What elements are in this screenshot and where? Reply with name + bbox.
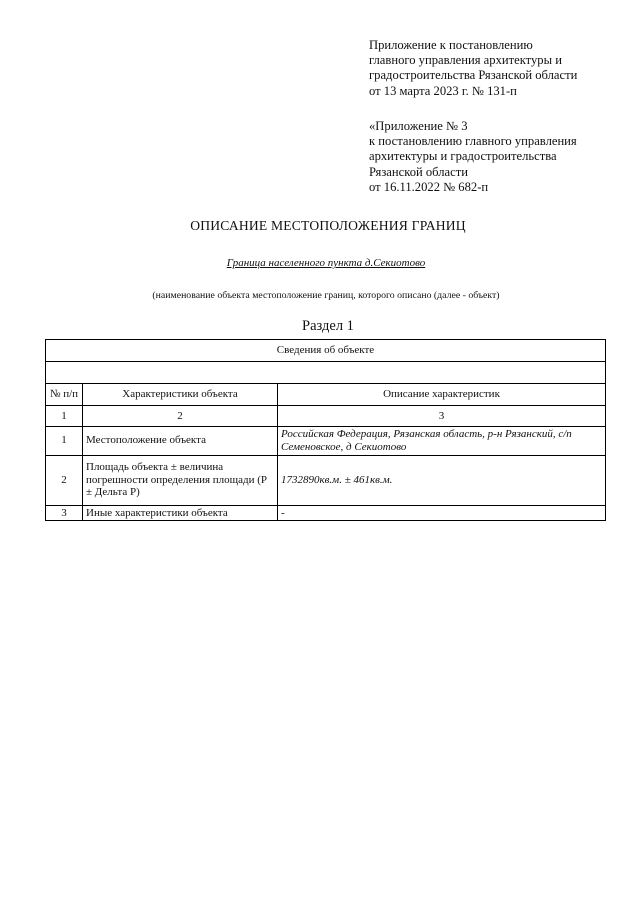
index-cell: 3 <box>278 406 606 427</box>
object-caption: (наименование объекта местоположение границ, которого описано (далее - объект) <box>152 290 500 301</box>
row-name: Местоположение объекта <box>83 427 278 456</box>
annex-block <box>369 38 609 99</box>
header-characteristic: Характеристики объекта <box>83 384 278 406</box>
table-index-row <box>46 406 606 427</box>
header-num: № п/п <box>46 384 83 406</box>
annex-line: градостроительства Рязанской области <box>369 68 578 83</box>
index-cell: 1 <box>46 406 83 427</box>
object-name <box>0 257 640 269</box>
object-info-table <box>45 339 606 521</box>
annex-prev-line: Рязанской области <box>369 164 468 179</box>
annex-prev-line: «Приложение № 3 <box>369 119 468 133</box>
table-row <box>46 427 606 456</box>
annex-line: от 13 марта 2023 г. № 131-п <box>369 83 517 98</box>
row-value: - <box>278 505 606 521</box>
row-num: 1 <box>46 427 83 456</box>
document-title: ОПИСАНИЕ МЕСТОПОЛОЖЕНИЯ ГРАНИЦ <box>190 218 466 233</box>
row-num: 3 <box>46 505 83 521</box>
annex-line: главного управления архитектуры и <box>369 53 562 68</box>
row-name: Площадь объекта ± величина погрешности определения площади (P ± Дельта P) <box>83 455 278 505</box>
table-empty-row <box>46 362 606 384</box>
section-title: Раздел 1 <box>302 318 354 334</box>
index-cell: 2 <box>83 406 278 427</box>
object-name-text: Граница населенного пункта д.Секиотово <box>226 257 426 269</box>
table-caption: Сведения об объекте <box>46 340 606 362</box>
table-header-row <box>46 384 606 406</box>
row-value: Российская Федерация, Рязанская область, р-н Рязанский, с/п Семеновское, д Секиотово <box>278 427 606 456</box>
row-name: Иные характеристики объекта <box>83 505 278 521</box>
table-row <box>46 505 606 521</box>
annex-prev-line: от 16.11.2022 № 682-п <box>369 179 489 194</box>
annex-prev-block <box>369 119 609 195</box>
annex-prev-line: к постановлению главного управления <box>369 134 577 149</box>
annex-prev-line: архитектуры и градостроительства <box>369 149 557 164</box>
row-value: 1732890кв.м. ± 461кв.м. <box>278 455 606 505</box>
header-description: Описание характеристик <box>278 384 606 406</box>
row-num: 2 <box>46 455 83 505</box>
table-row <box>46 455 606 505</box>
annex-line: Приложение к постановлению <box>369 38 533 52</box>
